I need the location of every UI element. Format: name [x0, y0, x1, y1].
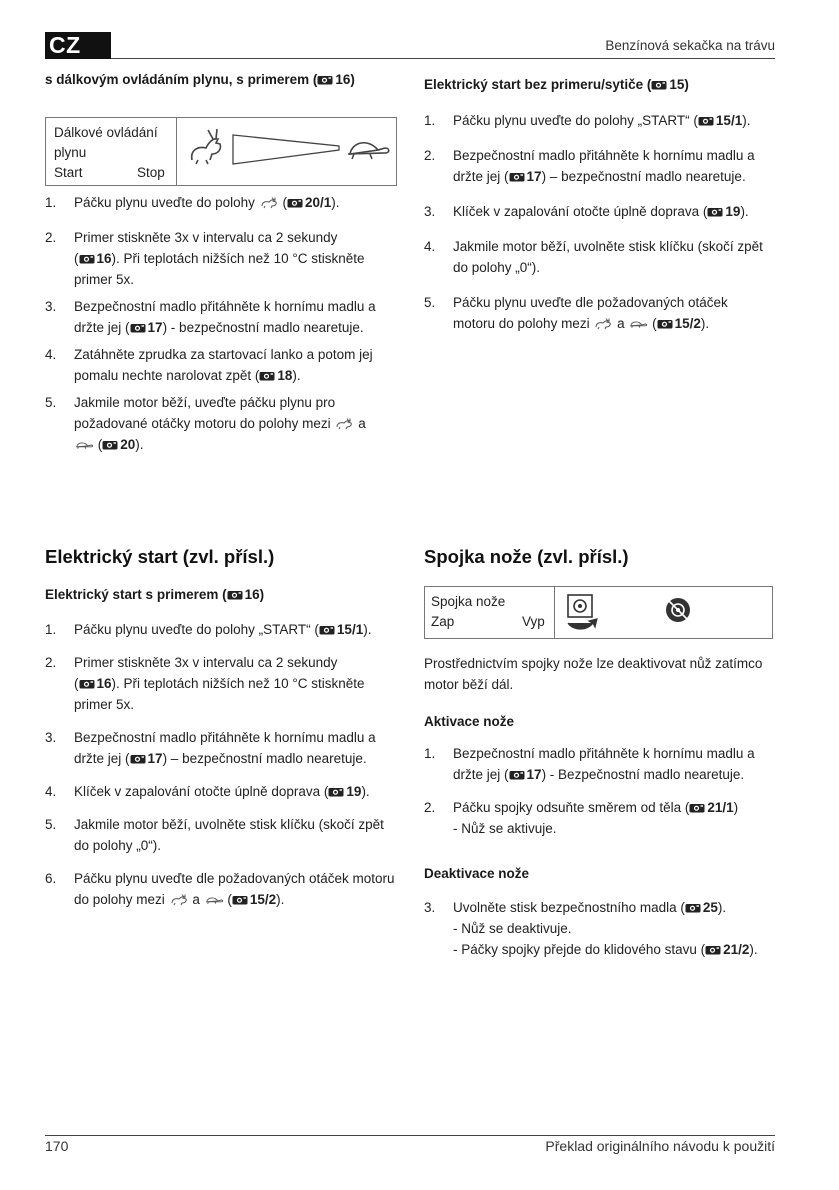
camera-ref-icon — [685, 903, 701, 913]
throttle-table-label-2: plynu — [54, 145, 87, 160]
camera-ref-icon — [232, 895, 248, 905]
list-item: 5. Jakmile motor běží, uveďte páčku plynu pro požadované otáčky motoru do polohy mezi a ( 20). — [45, 395, 366, 452]
blade-clutch-label: Spojka nože — [431, 594, 506, 609]
turtle-icon — [74, 439, 94, 451]
list-item: 4. Zatáhněte zprudka za startovací lanko a potom jej pomalu nechte narolovat zpět ( 18). — [45, 347, 373, 383]
rabbit-icon — [593, 318, 613, 330]
list-item: 2. Bezpečnostní madlo přitáhněte k hornímu madlu a držte jej ( 17) – bezpečnostní madlo nearetuje. — [424, 148, 755, 184]
camera-ref-icon — [130, 754, 146, 764]
footer-rule — [45, 1135, 775, 1136]
list-item: 5. Jakmile motor běží, uvolněte stisk klíčku (skočí zpět do polohy „0“). — [45, 817, 384, 853]
list-item: 2. Primer stiskněte 3x v intervalu ca 2 sekundy ( 16). Při teplotách nižších než 10 °C stiskněte primer 5x. — [45, 230, 365, 287]
camera-ref-icon — [319, 625, 335, 635]
camera-ref-icon — [651, 80, 667, 90]
camera-ref-icon — [698, 116, 714, 126]
list-item: 5. Páčku plynu uveďte dle požadovaných otáček motoru do polohy mezi a ( 15/2). — [424, 295, 728, 331]
deactivation-steps — [424, 897, 769, 960]
camera-ref-icon — [259, 371, 275, 381]
list-item: 2. Páčku spojky odsuňte směrem od těla ( 21/1) - Nůž se aktivuje. — [424, 800, 739, 836]
camera-ref-icon — [79, 679, 95, 689]
list-item: 2. Primer stiskněte 3x v intervalu ca 2 sekundy ( 16). Při teplotách nižších než 10 °C stiskněte primer 5x. — [45, 655, 365, 712]
throttle-start-label: Start — [54, 165, 83, 180]
camera-ref-icon — [657, 319, 673, 329]
header-rule — [111, 58, 775, 59]
blade-clutch-off-label: Vyp — [522, 614, 545, 629]
turtle-icon — [628, 318, 648, 330]
electric-start-title: Elektrický start (zvl. přísl.) — [45, 546, 275, 567]
list-item: 6. Páčku plynu uveďte dle požadovaných otáček motoru do polohy mezi a ( 15/2). — [45, 871, 395, 907]
list-item: 1. Bezpečnostní madlo přitáhněte k hornímu madlu a držte jej ( 17) - Bezpečnostní madlo nearetuje. — [424, 746, 755, 782]
list-item: 1. Páčku plynu uveďte do polohy „START“ ( 15/1). — [424, 113, 751, 128]
camera-ref-icon — [328, 787, 344, 797]
camera-ref-icon — [227, 590, 243, 600]
electric-start-primer-steps — [45, 619, 395, 910]
list-item: 3. Bezpečnostní madlo přitáhněte k hornímu madlu a držte jej ( 17) - bezpečnostní madlo nearetuje. — [45, 299, 376, 335]
blade-clutch-intro: Prostřednictvím spojky nože lze deaktivovat nůž zatímco motor běží dál. — [424, 656, 763, 692]
camera-ref-icon — [707, 207, 723, 217]
throttle-table-label: Dálkové ovládání — [54, 125, 158, 140]
activation-heading: Aktivace nože — [424, 714, 515, 729]
camera-ref-icon — [509, 770, 525, 780]
footer-title: Překlad originálního návodu k použití — [545, 1138, 775, 1154]
table-divider — [176, 118, 177, 185]
turtle-icon — [204, 894, 224, 906]
language-tab: CZ — [45, 32, 111, 59]
electric-start-primer-heading: Elektrický start s primerem ( 16) — [45, 587, 265, 602]
rabbit-icon — [169, 894, 189, 906]
turtle-icon — [344, 132, 392, 166]
page-number: 170 — [45, 1138, 69, 1154]
list-item: 3. Uvolněte stisk bezpečnostního madla ( 25). - Nůž se deaktivuje. - Páčky spojky přejde do klidového stavu ( 21/2). — [424, 900, 758, 957]
table-divider — [554, 587, 555, 638]
blade-clutch-on-label: Zap — [431, 614, 455, 629]
deactivation-heading: Deaktivace nože — [424, 866, 530, 881]
remote-throttle-steps — [45, 192, 390, 455]
list-item: 4. Klíček v zapalování otočte úplně doprava ( 19). — [45, 784, 370, 799]
camera-ref-icon — [130, 323, 146, 333]
camera-ref-icon — [102, 440, 118, 450]
electric-start-no-primer-heading: Elektrický start bez primeru/sytiče ( 15) — [424, 77, 689, 92]
camera-ref-icon — [79, 254, 95, 264]
camera-ref-icon — [689, 803, 705, 813]
remote-throttle-heading: s dálkovým ovládáním plynu, s primerem ( 16) — [45, 72, 355, 87]
list-item: 3. Bezpečnostní madlo přitáhněte k hornímu madlu a držte jej ( 17) – bezpečnostní madlo nearetuje. — [45, 730, 376, 766]
list-item: 1. Páčku plynu uveďte do polohy „START“ ( 15/1). — [45, 622, 372, 637]
blade-clutch-disengage-icon — [663, 595, 693, 625]
camera-ref-icon — [317, 75, 333, 85]
list-item: 1. Páčku plynu uveďte do polohy ( 20/1). — [45, 195, 340, 210]
activation-steps — [424, 743, 769, 839]
throttle-table — [45, 117, 397, 186]
blade-clutch-engage-icon — [565, 593, 599, 633]
camera-ref-icon — [287, 198, 303, 208]
rabbit-icon — [334, 418, 354, 430]
electric-start-no-primer-steps — [424, 110, 769, 334]
camera-ref-icon — [705, 945, 721, 955]
list-item: 3. Klíček v zapalování otočte úplně doprava ( 19). — [424, 204, 749, 219]
list-item: 4. Jakmile motor běží, uvolněte stisk klíčku (skočí zpět do polohy „0“). — [424, 239, 763, 275]
blade-clutch-table — [424, 586, 773, 639]
camera-ref-icon — [509, 172, 525, 182]
rabbit-icon — [259, 197, 279, 209]
header-title: Benzínová sekačka na trávu — [605, 38, 775, 53]
blade-clutch-title: Spojka nože (zvl. přísl.) — [424, 546, 629, 567]
throttle-stop-label: Stop — [137, 165, 165, 180]
speed-wedge-icon — [231, 131, 341, 167]
rabbit-icon — [186, 126, 226, 170]
